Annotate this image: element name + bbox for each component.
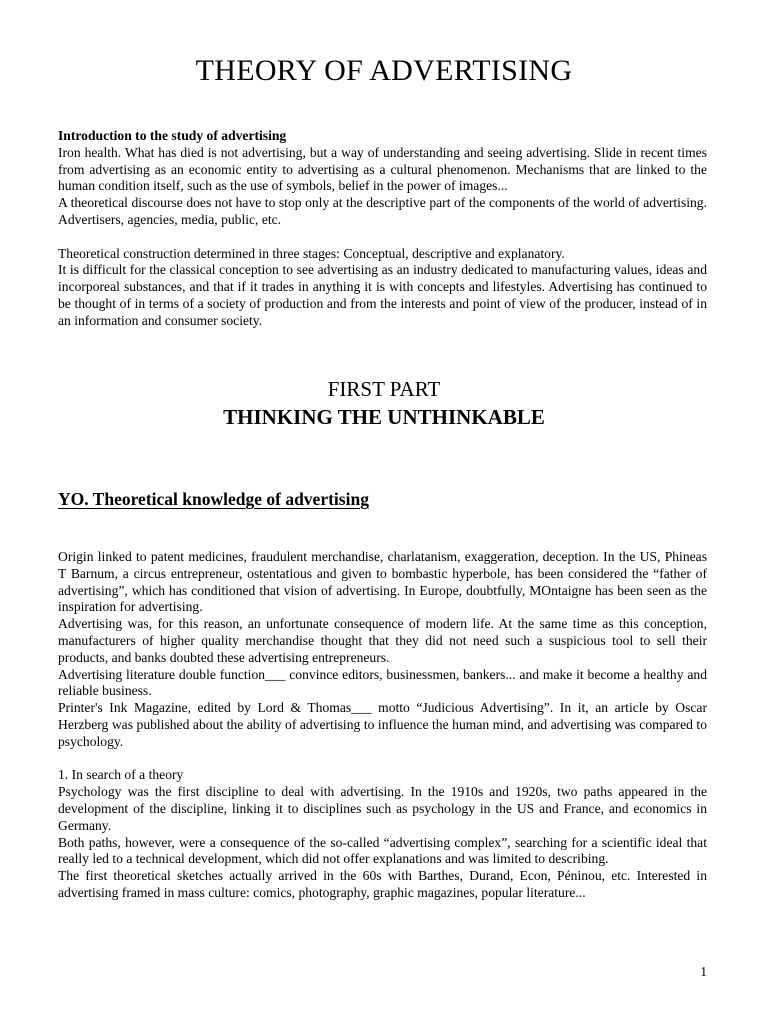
subsection-heading: 1. In search of a theory — [58, 767, 184, 783]
paragraph-gap — [58, 229, 707, 246]
section-paragraph: Advertising was, for this reason, an unfortunate consequence of modern life. At the same time as this conception, manufacturers of higher quality merchandise thought that they did not need such a suspicious tool to sell their products, and banks doubted these advertising entrepreneurs. — [58, 616, 707, 665]
intro-block — [58, 128, 707, 330]
intro-heading: Introduction to the study of advertising — [58, 128, 287, 143]
section-heading: YO. Theoretical knowledge of advertising — [58, 489, 369, 509]
section-paragraph: Origin linked to patent medicines, fraudulent merchandise, charlatanism, exaggeration, deception. In the US, Phineas T Barnum, a circus entrepreneur, ostentatious and given to bombastic hyperbole, has been considered the “father of advertising”, which has conditioned that vision of advertising. In Europe, doubtfully, MOntaigne has been seen as the inspiration for advertising. — [58, 549, 707, 615]
page-number: 1 — [700, 964, 707, 979]
intro-paragraph: Iron health. What has died is not advertising, but a way of understanding and seeing advertising. Slide in recent times from advertising as an economic entity to advertising as a cultural phenomenon. Mechanisms that are linked to the human condition itself, such as the use of symbols, belief in the power of images... — [58, 144, 707, 194]
subsection-paragraph: Psychology was the first discipline to deal with advertising. In the 1910s and 1920s, two paths appeared in the development of the discipline, linking it to disciplines such as psychology in the US and France, and economics in Germany. — [58, 784, 707, 833]
part-label: FIRST PART — [327, 377, 441, 401]
intro-paragraph: A theoretical discourse does not have to stop only at the descriptive part of the components of the world of advertising. Advertisers, agencies, media, public, etc. — [58, 195, 707, 227]
part-title: THINKING THE UNTHINKABLE — [223, 405, 545, 429]
paragraph-gap — [58, 751, 707, 768]
intro-paragraph: Theoretical construction determined in three stages: Conceptual, descriptive and explanatory. — [58, 245, 565, 261]
section-paragraph: Advertising literature double function___ convince editors, businessmen, bankers... and make it become a healthy and reliable business. — [58, 666, 707, 699]
document-title: THEORY OF ADVERTISING — [195, 54, 573, 87]
intro-paragraph: It is difficult for the classical conception to see advertising as an industry dedicated to manufacturing values, ideas and incorporeal substances, and that if it trades in anything it is with concepts and lifestyles. Advertising has continued to be thought of in terms of a society of production and from the interests and point of view of the producer, instead of in an information and consumer society. — [58, 262, 707, 328]
subsection-paragraph: The first theoretical sketches actually arrived in the 60s with Barthes, Durand, Econ, Péninou, etc. Interested in advertising framed in mass culture: comics, photography, graphic magazines, popular literature... — [58, 868, 707, 900]
section-body — [58, 549, 707, 902]
section-paragraph: Printer's Ink Magazine, edited by Lord & Thomas___ motto “Judicious Advertising”. In it, an article by Oscar Herzberg was published about the ability of advertising to influence the human mind, and advertising was compared to psychology. — [58, 700, 707, 749]
subsection-paragraph: Both paths, however, were a consequence of the so-called “advertising complex”, searching for a scientific ideal that really led to a technical development, which did not offer explanations and was limited to describing. — [58, 834, 707, 867]
